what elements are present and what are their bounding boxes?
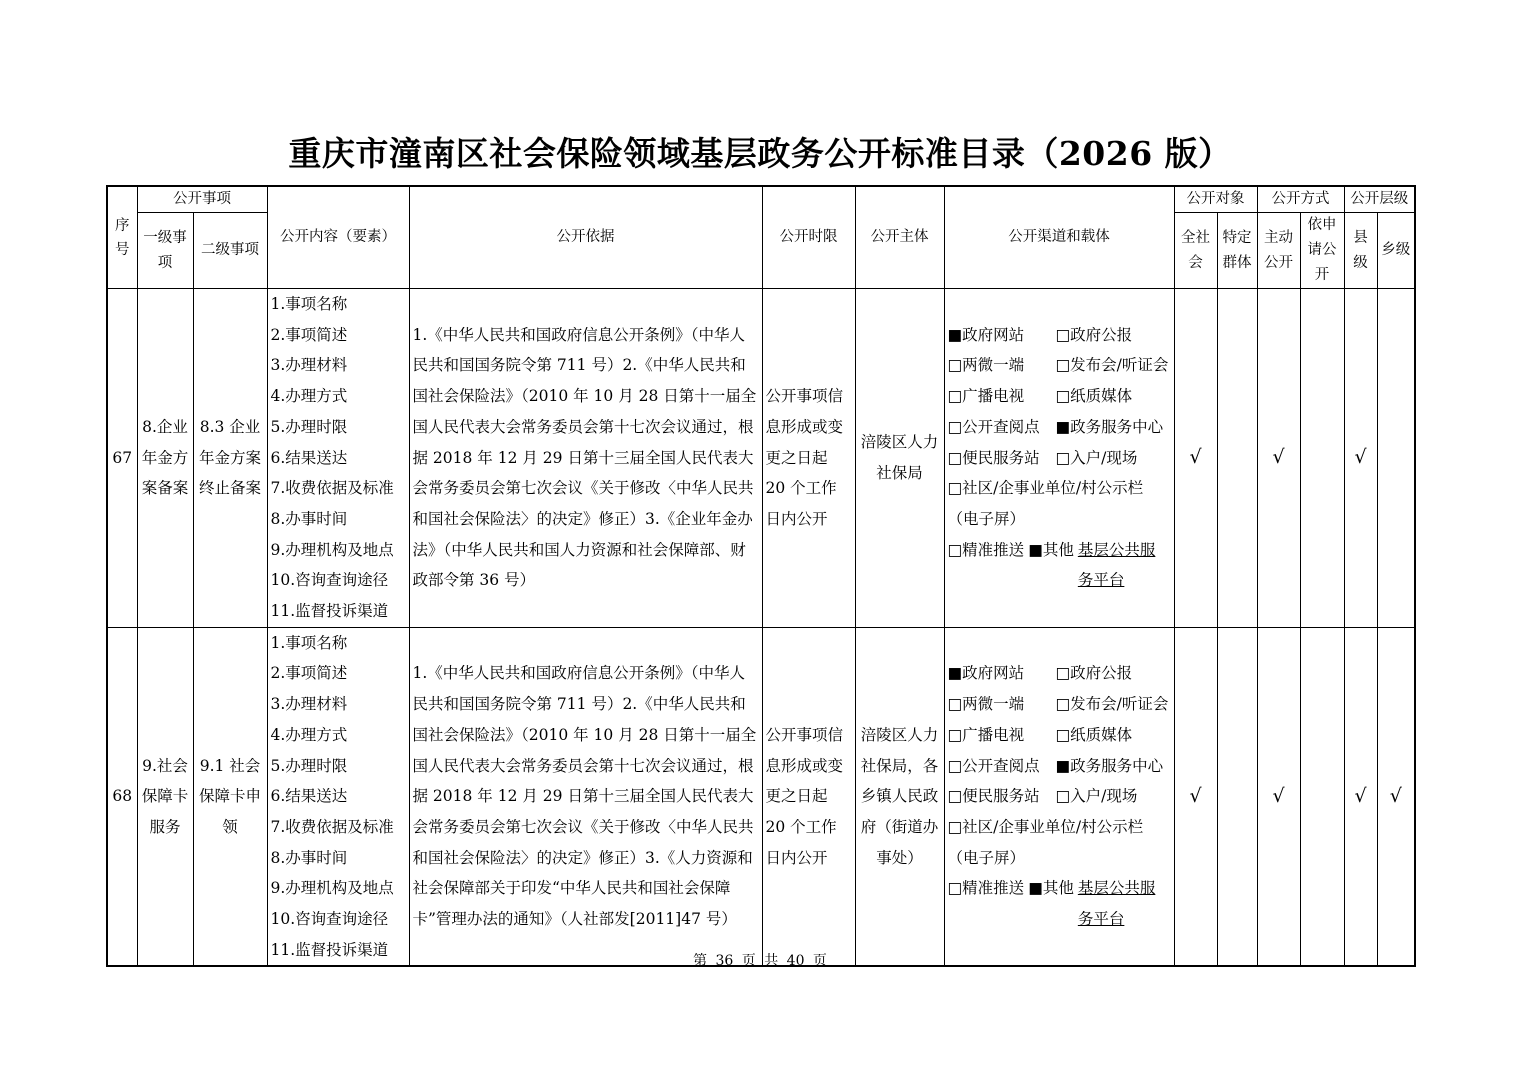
header-time-limit: 公开时限: [762, 186, 855, 289]
channel-service-station: □便民服务站: [947, 448, 1040, 467]
row-level-town: [1377, 289, 1415, 628]
table-row: [107, 289, 1415, 628]
header-content: 公开内容（要素）: [267, 186, 409, 289]
channel-on-site: □入户/现场: [1055, 448, 1138, 467]
header-method-active: 主动公开: [1257, 213, 1300, 289]
row-level2: 8.3 企业年金方案终止备案: [193, 289, 267, 628]
content-item: 10.咨询查询途径: [270, 910, 389, 929]
channel-other: ■其他: [1028, 879, 1074, 898]
row-target-specific: [1217, 627, 1257, 966]
row-channels: [944, 627, 1174, 966]
content-item: 9.办理机构及地点: [270, 879, 394, 898]
header-method: 公开方式: [1257, 186, 1344, 213]
row-channels: [944, 289, 1174, 628]
header-subject: 公开主体: [855, 186, 944, 289]
channel-on-site: □入户/现场: [1055, 787, 1138, 806]
channel-reading-point: □公开查阅点: [947, 756, 1040, 775]
row-basis: 1.《中华人民共和国政府信息公开条例》（中华人民共和国国务院令第 711 号）2.《中华人民共和国社会保险法》（2010 年 10 月 28 日第十一届全国人民代表大会常务委员会第十七次会议通过，根据 2018 年 12 月 29 日第十三届全国人民代表大会常务委员会第七次会议《关于修改〈中华人民共和国社会保险法〉的决定》修正）3.《人力资源和社会保障部关于印发“中华人民共和国社会保障卡”管理办法的通知》（人社部发[2011]47 号）: [409, 627, 762, 966]
channel-press-hearing: □发布会/听证会: [1055, 695, 1169, 714]
content-item: 6.结果送达: [270, 787, 348, 806]
row-target-specific: [1217, 289, 1257, 628]
channel-gov-gazette: □政府公报: [1055, 664, 1133, 683]
channel-press-hearing: □发布会/听证会: [1055, 356, 1169, 375]
channel-service-center: ■政务服务中心: [1055, 756, 1164, 775]
row-content: [267, 289, 409, 628]
row-level-county: √: [1344, 627, 1377, 966]
catalog-table: [106, 185, 1416, 967]
content-item: 4.办理方式: [270, 387, 348, 406]
channel-reading-point: □公开查阅点: [947, 417, 1040, 436]
row-level-county: √: [1344, 289, 1377, 628]
row-method-apply: [1300, 289, 1344, 628]
row-time-limit: 公开事项信息形成或变更之日起 20 个工作日内公开: [762, 289, 855, 628]
channel-targeted-push: □精准推送: [947, 879, 1025, 898]
page-footer: 第 36 页 共 40 页: [693, 953, 827, 969]
content-item: 5.办理时限: [270, 756, 348, 775]
content-item: 6.结果送达: [270, 448, 348, 467]
content-item: 3.办理材料: [270, 695, 348, 714]
channel-print-media: □纸质媒体: [1055, 725, 1133, 744]
channel-other-value: 基层公共服务平台: [1077, 540, 1156, 590]
row-target-all: √: [1174, 289, 1217, 628]
header-level: 公开层级: [1344, 186, 1415, 213]
header-level2: 二级事项: [193, 213, 267, 289]
content-item: 11.监督投诉渠道: [270, 940, 389, 959]
row-seq: 67: [107, 289, 137, 628]
content-item: 8.办事时间: [270, 848, 348, 867]
content-item: 7.收费依据及标准: [270, 817, 394, 836]
row-level1: 9.社会保障卡服务: [137, 627, 193, 966]
header-channels: 公开渠道和载体: [944, 186, 1174, 289]
channel-bulletin-board: □社区/企事业单位/村公示栏（电子屏）: [947, 817, 1144, 867]
channel-gov-website: ■政府网站: [947, 325, 1025, 344]
row-method-active: √: [1257, 627, 1300, 966]
channel-other: ■其他: [1028, 540, 1074, 559]
content-item: 4.办理方式: [270, 725, 348, 744]
row-method-active: √: [1257, 289, 1300, 628]
content-item: 9.办理机构及地点: [270, 540, 394, 559]
row-level1: 8.企业年金方案备案: [137, 289, 193, 628]
header-row-1: [107, 186, 1415, 213]
content-item: 2.事项简述: [270, 325, 348, 344]
row-time-limit: 公开事项信息形成或变更之日起 20 个工作日内公开: [762, 627, 855, 966]
page-title: 重庆市潼南区社会保险领域基层政务公开标准目录（2026 版）: [288, 134, 1232, 173]
channel-broadcast: □广播电视: [947, 387, 1025, 406]
channel-print-media: □纸质媒体: [1055, 387, 1133, 406]
header-target-all: 全社会: [1174, 213, 1217, 289]
channel-broadcast: □广播电视: [947, 725, 1025, 744]
channel-bulletin-board: □社区/企事业单位/村公示栏（电子屏）: [947, 479, 1144, 528]
row-seq: 68: [107, 627, 137, 966]
channel-weibo-wechat: □两微一端: [947, 356, 1025, 375]
channel-service-center: ■政务服务中心: [1055, 417, 1164, 436]
header-method-apply: 依申请公开: [1300, 213, 1344, 289]
header-basis: 公开依据: [409, 186, 762, 289]
channel-gov-gazette: □政府公报: [1055, 325, 1133, 344]
content-item: 10.咨询查询途径: [270, 571, 389, 590]
content-item: 1.事项名称: [270, 295, 348, 313]
content-item: 3.办理材料: [270, 356, 348, 375]
header-target-specific: 特定群体: [1217, 213, 1257, 289]
row-level-town: √: [1377, 627, 1415, 966]
content-item: 5.办理时限: [270, 417, 348, 436]
header-items: 公开事项: [137, 186, 267, 213]
table-row: [107, 627, 1415, 966]
header-level-town: 乡级: [1377, 213, 1415, 289]
row-subject: 涪陵区人力社保局，各乡镇人民政府（街道办事处）: [855, 627, 944, 966]
row-method-apply: [1300, 627, 1344, 966]
content-item: 2.事项简述: [270, 664, 348, 683]
content-item: 11.监督投诉渠道: [270, 602, 389, 621]
header-level1: 一级事项: [137, 213, 193, 289]
row-content: [267, 627, 409, 966]
header-target: 公开对象: [1174, 186, 1257, 213]
content-item: 8.办事时间: [270, 509, 348, 528]
row-subject: 涪陵区人力社保局: [855, 289, 944, 628]
header-seq: 序号: [107, 186, 137, 289]
row-basis: 1.《中华人民共和国政府信息公开条例》（中华人民共和国国务院令第 711 号）2.《中华人民共和国社会保险法》（2010 年 10 月 28 日第十一届全国人民代表大会常务委员会第十七次会议通过，根据 2018 年 12 月 29 日第十三届全国人民代表大会常务委员会第七次会议《关于修改〈中华人民共和国社会保险法〉的决定》修正）3.《企业年金办法》（中华人民共和国人力资源和社会保障部、财政部令第 36 号）: [409, 289, 762, 628]
header-level-county: 县级: [1344, 213, 1377, 289]
channel-gov-website: ■政府网站: [947, 664, 1025, 683]
row-level2: 9.1 社会保障卡申领: [193, 627, 267, 966]
channel-other-value: 基层公共服务平台: [1077, 879, 1156, 929]
content-item: 7.收费依据及标准: [270, 479, 394, 498]
channel-targeted-push: □精准推送: [947, 540, 1025, 559]
content-item: 1.事项名称: [270, 633, 348, 652]
row-target-all: √: [1174, 627, 1217, 966]
channel-weibo-wechat: □两微一端: [947, 695, 1025, 714]
channel-service-station: □便民服务站: [947, 787, 1040, 806]
